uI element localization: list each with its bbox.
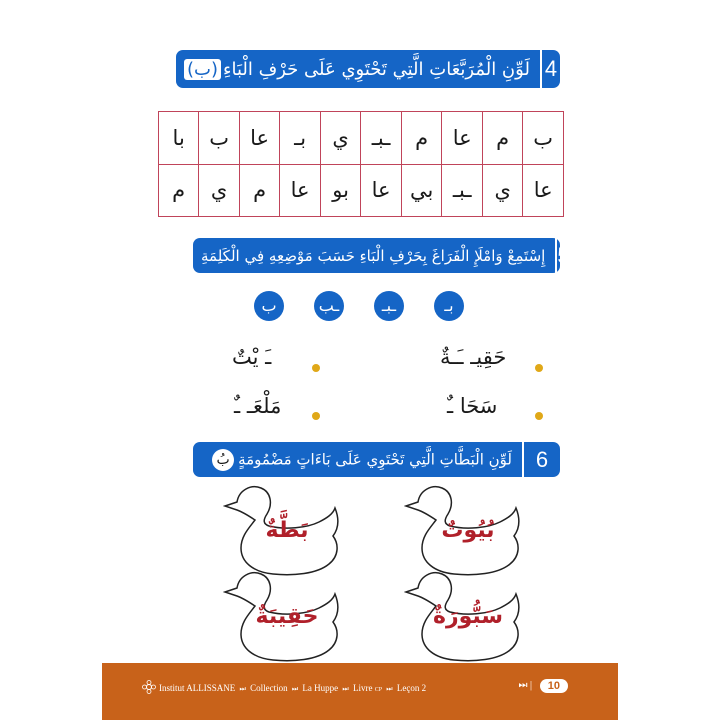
footer-book: Livre — [352, 683, 373, 693]
grid-cell[interactable]: عا — [280, 164, 321, 217]
bullet-icon — [535, 364, 543, 372]
grid-cell[interactable]: عا — [239, 112, 280, 165]
fill-blank-item[interactable]: سَحَا ـٌ — [447, 394, 498, 418]
exercise-4-title: لَوِّنِ الْمُرَبَّعَاتِ الَّتِي تَحْتَوِي عَلَى حَرْفِ الْبَاءِ(ب) — [176, 59, 540, 80]
grid-cell[interactable]: بـ — [280, 112, 321, 165]
exercise-4-number: 4 — [540, 50, 560, 88]
exercise-4-letter: (ب) — [184, 59, 221, 80]
page-separator-icon: ⏭ | — [518, 680, 532, 691]
fill-blank-item[interactable]: حَقِيـ ـَـةٌ — [440, 345, 507, 369]
grid-cell[interactable]: م — [401, 112, 442, 165]
footer-breadcrumb — [159, 683, 426, 694]
grid-cell[interactable]: م — [482, 112, 522, 165]
separator-icon: ⏭ — [342, 685, 349, 693]
exercise-5-title: إِسْتَمِعْ وَامْلَإِ الْفَرَاغَ بِحَرْفِ الْبَاءِ حَسَبَ مَوْضِعِهِ فِي الْكَلِمَةِ — [201, 246, 546, 265]
duck-word: سَبُّورَةٌ — [432, 604, 504, 629]
duck-word: بُيُوتٌ — [441, 518, 495, 543]
footer-institute: Institut ALLISSANE — [159, 683, 236, 693]
grid-cell[interactable]: عا — [442, 112, 483, 165]
grid-cell[interactable]: ي — [320, 112, 360, 165]
duck-word: حَقِيبَةٌ — [255, 604, 319, 629]
letter-grid — [158, 111, 564, 217]
page-number: 10 — [540, 679, 568, 693]
duck-shape[interactable] — [223, 484, 331, 576]
grid-cell[interactable]: م — [159, 164, 199, 217]
grid-cell[interactable]: ي — [482, 164, 522, 217]
duck-shape[interactable] — [404, 484, 512, 576]
page-footer — [102, 663, 618, 720]
exercise-5-banner — [193, 238, 570, 273]
bullet-icon — [535, 412, 543, 420]
footer-series: La Huppe — [302, 683, 339, 693]
exercise-6-title: لَوِّنِ الْبَطَّاتِ الَّتِي تَحْتَوِي عَلَى بَاءَاتٍ مَضْمُومَةٍبُ — [193, 449, 522, 471]
exercise-6-banner — [193, 442, 560, 477]
grid-cell[interactable]: ـبـ — [361, 112, 402, 165]
grid-cell[interactable]: با — [159, 112, 199, 165]
exercise-4-banner — [176, 50, 560, 88]
duck-shape[interactable] — [404, 570, 512, 662]
bullet-icon — [312, 412, 320, 420]
grid-cell[interactable]: ب — [199, 112, 240, 165]
grid-cell[interactable]: م — [239, 164, 280, 217]
grid-cell[interactable]: ي — [199, 164, 240, 217]
grid-cell[interactable]: ـبـ — [442, 164, 483, 217]
separator-icon: ⏭ — [386, 685, 393, 693]
bullet-icon — [312, 364, 320, 372]
footer-collection: Collection — [250, 683, 288, 693]
letter-form-isolated: ب — [254, 291, 284, 321]
fill-blank-item[interactable]: ـَ يْتٌ — [232, 345, 272, 369]
separator-icon: ⏭ — [291, 685, 299, 693]
letter-form-final: ـب — [314, 291, 344, 321]
duck-shape[interactable] — [223, 570, 331, 662]
duck-word: بَطَّةٌ — [265, 518, 309, 543]
exercise-6-letter: بُ — [212, 449, 234, 471]
grid-cell[interactable]: بو — [320, 164, 360, 217]
fill-blank-item[interactable]: مَلْعَـ ـٌ — [234, 394, 282, 418]
grid-cell[interactable]: ب — [523, 112, 564, 165]
grid-cell[interactable]: عا — [361, 164, 402, 217]
grid-row — [159, 164, 564, 217]
flower-logo-icon — [142, 680, 156, 694]
exercise-5-number: 5 — [555, 238, 569, 273]
footer-book-level: CP — [374, 687, 383, 693]
footer-lesson: Leçon 2 — [396, 683, 427, 693]
grid-cell[interactable]: بي — [401, 164, 442, 217]
separator-icon: ⏭ — [239, 685, 246, 693]
exercise-6-number: 6 — [522, 442, 560, 477]
letter-form-medial: ـبـ — [374, 291, 404, 321]
grid-row — [159, 112, 564, 165]
grid-cell[interactable]: عا — [523, 164, 564, 217]
letter-form-initial: بـ — [434, 291, 464, 321]
